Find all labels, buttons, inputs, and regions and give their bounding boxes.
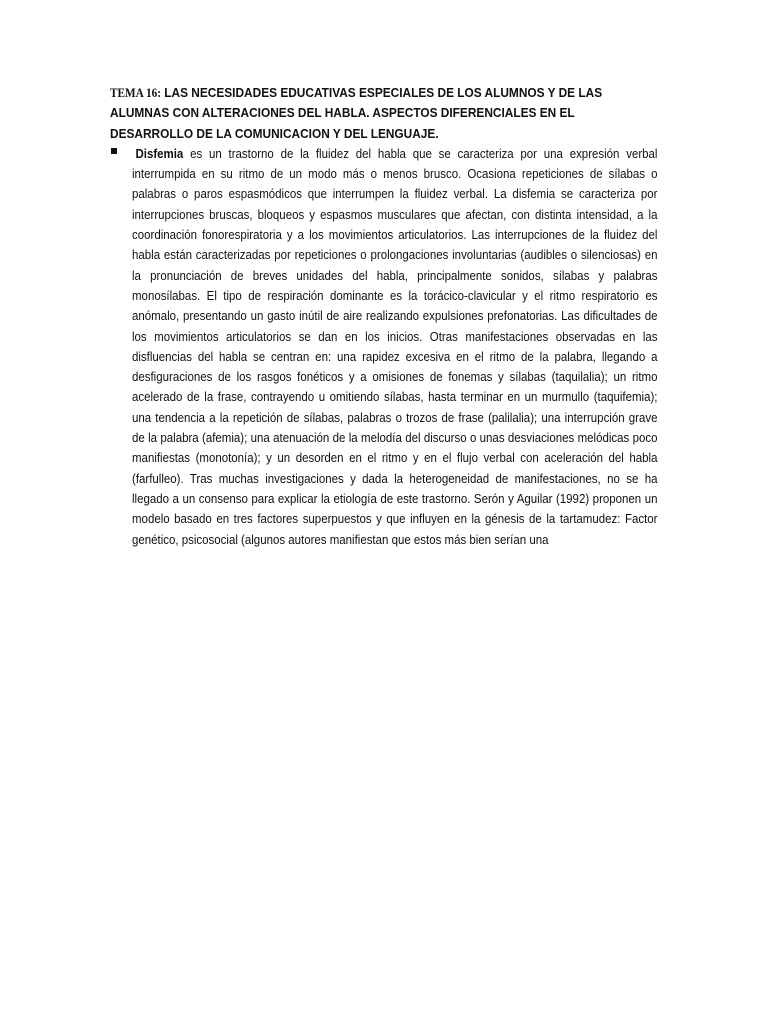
heading-prefix: TEMA 16: (110, 86, 161, 100)
document-heading (110, 83, 659, 144)
heading-text: LAS NECESIDADES EDUCATIVAS ESPECIALES DE LOS ALUMNOS Y DE LAS ALUMNAS CON ALTERACIONES DEL HABLA. ASPECTOS DIFERENCIALES EN EL DESARROLLO DE LA COMUNICACION Y DEL LENGUAJE. (110, 85, 603, 141)
document-page (110, 83, 658, 550)
list-item (110, 144, 658, 550)
paragraph (132, 144, 657, 550)
square-bullet-icon (111, 148, 117, 154)
term-label: Disfemia (135, 145, 184, 161)
bullet-list (110, 144, 658, 550)
paragraph-text: es un trastorno de la fluidez del habla que se caracteriza por una expresión verbal interrumpida en su ritmo de un modo más o menos brusco. Ocasiona repeticiones de sílabas o palabras o paros espasmódicos que interrumpen la fluidez verbal. La disfemia se caracteriza por interrupciones bruscas, bloqueos y espasmos musculares que afectan, con distinta intensidad, a la coordinación fonorespiratoria y a los movimientos articulatorios. Las interrupciones de la fluidez del habla están caracterizadas por repeticiones o prolongaciones involuntarias (audibles o silenciosas) en la pronunciación de breves unidades del habla, principalmente sonidos, sílabas y palabras monosílabas. El tipo de respiración dominante es la torácico-clavicular y el ritmo respiratorio es anómalo, presentando un gasto inútil de aire realizando expulsiones prefonatorias. Las dificultades de los movimientos articulatorios se dan en los inicios. Otras manifestaciones observadas en las disfluencias del habla se centran en: una rapidez excesiva en el ritmo de la palabra, llegando a desfiguraciones de los rasgos fonéticos y a omisiones de fonemas y sílabas (taquilalia); un ritmo acelerado de la frase, contrayendo u omitiendo sílabas, hasta terminar en un murmullo (taquifemia); una tendencia a la repetición de sílabas, palabras o trozos de frase (palilalia); una interrupción grave de la palabra (afemia); una atenuación de la melodía del discurso o unas desviaciones melódicas poco manifiestas (monotonía); y un desorden en el ritmo y en el flujo verbal con aceleración del habla (farfulleo). Tras muchas investigaciones y dada la heterogeneidad de manifestaciones, no se ha llegado a un consenso para explicar la etiología de este trastorno. Serón y Aguilar (1992) proponen un modelo basado en tres factores superpuestos y que influyen en la génesis de la tartamudez: Factor genético, psicosocial (algunos autores manifiestan que estos más bien serían una (132, 145, 658, 547)
